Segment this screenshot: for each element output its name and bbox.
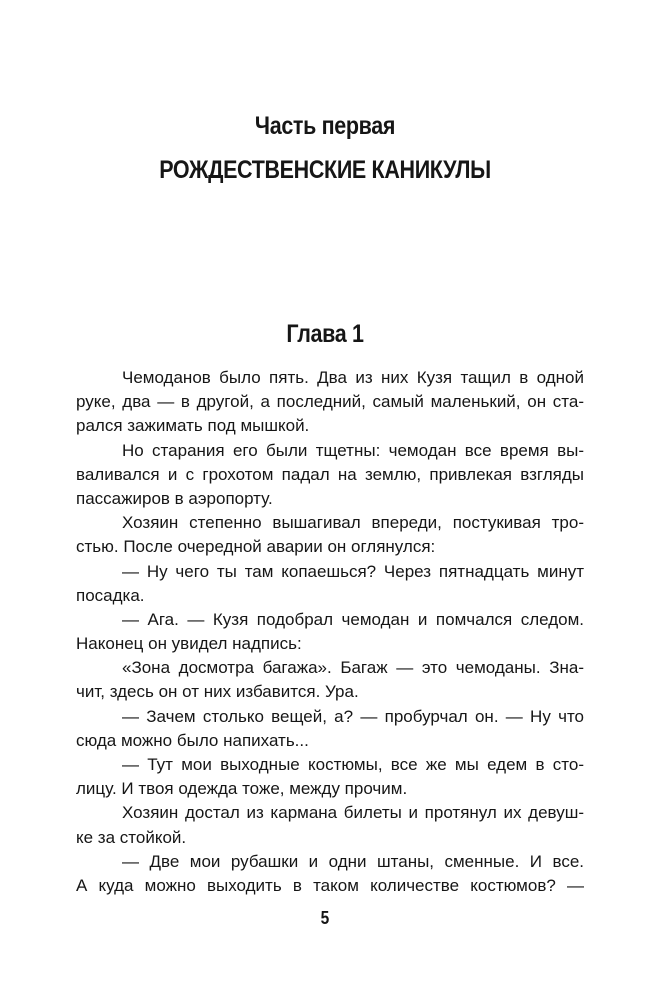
- text-line: — Ну чего ты там копаешься? Через пятнадцать минут: [122, 561, 584, 581]
- chapter-body: [76, 366, 584, 898]
- text-line: сюда можно было напихать...: [76, 730, 309, 750]
- text-line: валивался и с грохотом падал на землю, привлекая взгляды: [76, 464, 584, 484]
- text-line: «Зона досмотра багажа». Багаж — это чемоданы. Зна-: [122, 658, 584, 678]
- text-line: Наконец он увидел надпись:: [76, 634, 302, 654]
- text-line: — Ага. — Кузя подобрал чемодан и помчался следом.: [122, 609, 584, 629]
- page-number: 5: [320, 908, 330, 928]
- text-line: руке, два — в другой, а последний, самый маленький, он ста-: [76, 392, 584, 412]
- text-line: ке за стойкой.: [76, 827, 187, 847]
- part-label: Часть первая: [254, 112, 396, 140]
- text-line: посадка.: [76, 585, 145, 605]
- text-line: чит, здесь он от них избавится. Ура.: [76, 682, 359, 702]
- part-title: РОЖДЕСТВЕНСКИЕ КАНИКУЛЫ: [159, 156, 491, 184]
- text-line: А куда можно выходить в таком количестве костюмов? —: [76, 875, 584, 895]
- text-line: рался зажимать под мышкой.: [76, 416, 310, 436]
- text-line: — Тут мои выходные костюмы, все же мы едем в сто-: [122, 755, 584, 774]
- text-line: — Две мои рубашки и одни штаны, сменные. И все.: [122, 851, 584, 871]
- text-line: стью. После очередной аварии он оглянулся:: [76, 537, 436, 557]
- text-line: пассажиров в аэропорту.: [76, 488, 273, 508]
- text-line: Но старания его были тщетны: чемодан все время вы-: [122, 440, 584, 460]
- text-line: Хозяин достал из кармана билеты и протянул их девуш-: [122, 803, 584, 823]
- text-line: — Зачем столько вещей, а? — пробурчал он. — Ну что: [122, 706, 584, 726]
- text-line: Чемоданов было пять. Два из них Кузя тащил в одной: [122, 368, 584, 387]
- chapter-title: Глава 1: [286, 320, 364, 348]
- text-line: Хозяин степенно вышагивал впереди, постукивая тро-: [122, 513, 584, 533]
- text-line: лицу. И твоя одежда тоже, между прочим.: [76, 779, 408, 799]
